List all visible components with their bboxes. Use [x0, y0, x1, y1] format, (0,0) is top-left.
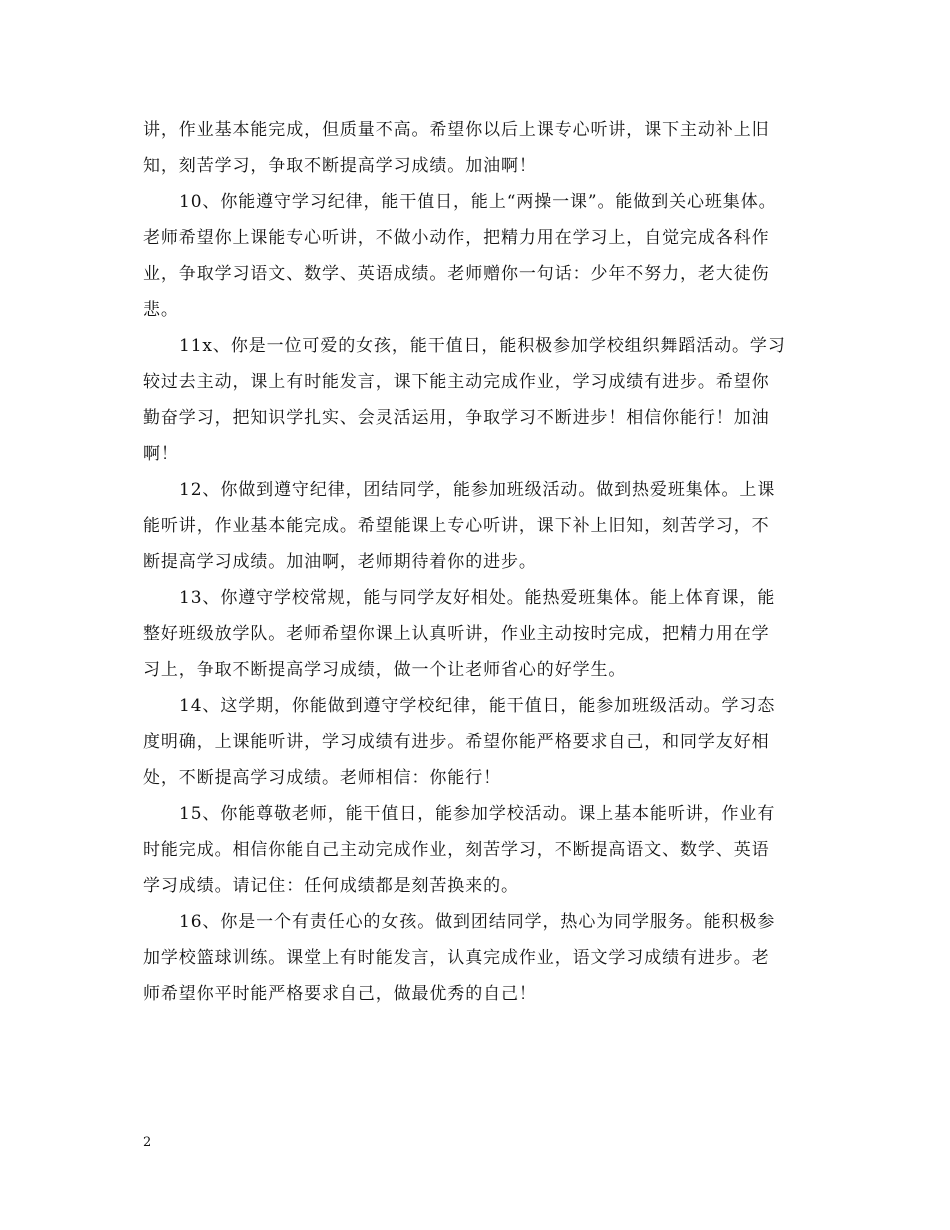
text-line: 时能完成。相信你能自己主动完成作业，刻苦学习，不断提高语文、数学、英语 — [143, 840, 770, 860]
text-line: 11x、你是一位可爱的女孩，能干值日，能积极参加学校组织舞蹈活动。学习 — [179, 336, 786, 356]
text-line: 12、你做到遵守纪律，团结同学，能参加班级活动。做到热爱班集体。上课 — [179, 480, 776, 500]
text-line: 师希望你平时能严格要求自己，做最优秀的自己！ — [143, 984, 537, 1004]
text-line: 讲，作业基本能完成，但质量不高。希望你以后上课专心听讲，课下主动补上旧 — [143, 120, 770, 140]
text-line: 悲。 — [143, 300, 179, 320]
text-line: 较过去主动，课上有时能发言，课下能主动完成作业，学习成绩有进步。希望你 — [143, 372, 770, 392]
text-line: 业，争取学习语文、数学、英语成绩。老师赠你一句话：少年不努力，老大徒伤 — [143, 264, 770, 284]
text-line: 度明确，上课能听讲，学习成绩有进步。希望你能严格要求自己，和同学友好相 — [143, 732, 770, 752]
text-line: 整好班级放学队。老师希望你课上认真听讲，作业主动按时完成，把精力用在学 — [143, 624, 770, 644]
text-line: 习上，争取不断提高学习成绩，做一个让老师省心的好学生。 — [143, 660, 627, 680]
text-line: 勤奋学习，把知识学扎实、会灵活运用，争取学习不断进步！相信你能行！加油 — [143, 408, 770, 428]
text-line: 16、你是一个有责任心的女孩。做到团结同学，热心为同学服务。能积极参 — [179, 912, 776, 932]
text-line: 啊！ — [143, 444, 179, 464]
text-line: 处，不断提高学习成绩。老师相信：你能行！ — [143, 768, 501, 788]
text-line: 加学校篮球训练。课堂上有时能发言，认真完成作业，语文学习成绩有进步。老 — [143, 948, 770, 968]
document-body — [143, 112, 823, 1012]
page-number: 2 — [143, 1135, 152, 1150]
text-line: 学习成绩。请记住：任何成绩都是刻苦换来的。 — [143, 876, 519, 896]
text-line: 断提高学习成绩。加油啊，老师期待着你的进步。 — [143, 552, 537, 572]
text-line: 10、你能遵守学习纪律，能干值日，能上“两操一课”。能做到关心班集体。 — [179, 192, 777, 212]
text-line: 知，刻苦学习，争取不断提高学习成绩。加油啊！ — [143, 156, 537, 176]
text-line: 能听讲，作业基本能完成。希望能课上专心听讲，课下补上旧知，刻苦学习，不 — [143, 516, 770, 536]
text-line: 13、你遵守学校常规，能与同学友好相处。能热爱班集体。能上体育课，能 — [179, 588, 776, 608]
text-line: 15、你能尊敬老师，能干值日，能参加学校活动。课上基本能听讲，作业有 — [179, 804, 776, 824]
text-line: 14、这学期，你能做到遵守学校纪律，能干值日，能参加班级活动。学习态 — [179, 696, 776, 716]
text-line: 老师希望你上课能专心听讲，不做小动作，把精力用在学习上，自觉完成各科作 — [143, 228, 770, 248]
